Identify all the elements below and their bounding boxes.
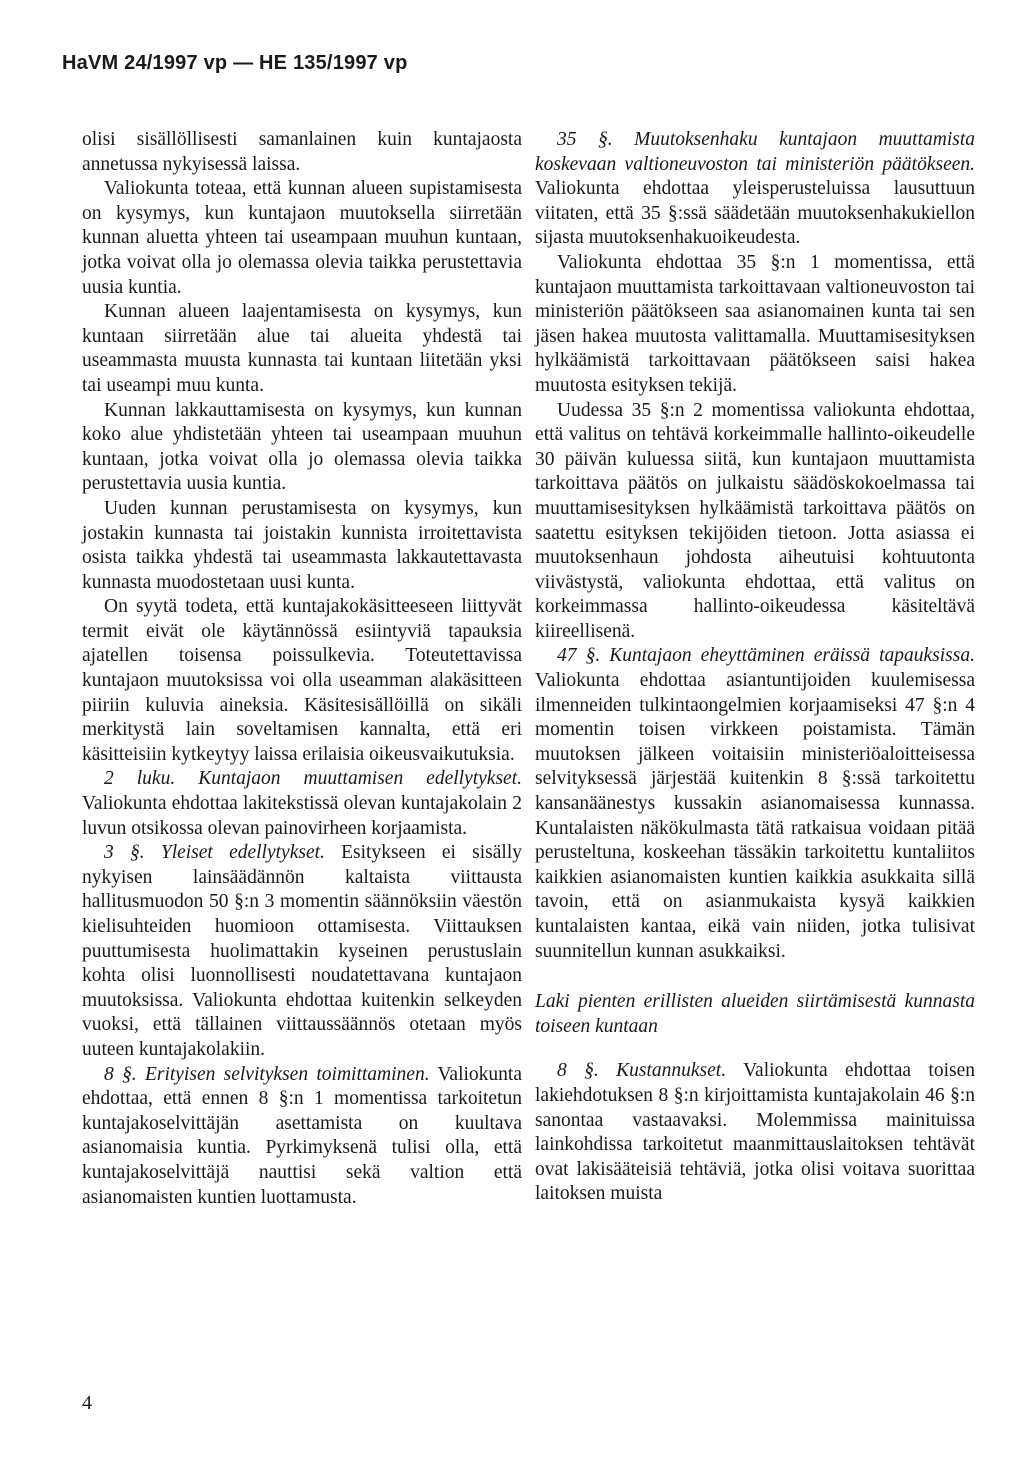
paragraph: Valiokunta toteaa, että kunnan alueen supistamisesta on kysymys, kun kuntajaon muutoksella siirretään kunnan aluetta yhteen tai useampaan muuhun kuntaan, jotka voivat olla jo olemassa olevia taikka perustettavia uusia kuntia. xyxy=(82,178,522,298)
paragraph xyxy=(535,128,975,251)
paragraph: Kunnan alueen laajentamisesta on kysymys, kun kuntaan siirretään alue tai alueita yhdestä tai useammasta muusta kunnasta tai kuntaan liitetään yksi tai useampi muu kunta. xyxy=(82,301,522,396)
paragraph: olisi sisällöllisesti samanlainen kuin kuntajaosta annetussa nykyisessä laissa. xyxy=(82,129,522,175)
paragraph: Uudessa 35 §:n 2 momentissa valiokunta ehdottaa, että valitus on tehtävä korkeimmalle hallinto-oikeudelle 30 päivän kuluessa siitä, kun kuntajaon muuttamista tarkoittava päätös on julkaistu säädöskokoelmassa tai muuttamisesityksen hylkäämistä tarkoittava päätös on saatettu esityksen tekijöiden tietoon. Jotta asiassa ei muutoksenhaun johdosta aiheutuisi kohtuutonta viivästystä, valiokunta ehdottaa, että valitus on korkeimmassa hallinto-oikeudessa käsiteltävä kiireellisenä. xyxy=(535,399,975,642)
paragraph: On syytä todeta, että kuntajakokäsitteeseen liittyvät termit eivät ole käytännössä esiintyviä tapauksia ajatellen toisensa poissulkevia. Toteutettavissa kuntajaon muutoksissa voi olla useamman alakäsitteen piiriin kuluvia aineksia. Käsitesisällöillä on sikäli merkitystä lain soveltamisen kannalta, että eri käsitteisiin kytkeytyy laissa erilaisia oikeusvaikutuksia. xyxy=(82,596,522,765)
paragraph-body: Valiokunta ehdottaa toisen lakiehdotuksen 8 §:n kirjoittamista kuntajakolain 46 §:n sanontaa vastaavaksi. Molemmissa mainituissa lainkohdissa tarkoitetut maanmittauslaitoksen tehtävät ovat lakisääteisiä tehtäviä, jotka olisi voitava suorittaa laitoksen muista xyxy=(535,1060,975,1205)
paragraph: Valiokunta ehdottaa 35 §:n 1 momentissa, että kuntajaon muuttamista tarkoittavaan valtioneuvoston tai ministeriön päätökseen saa asianomainen kunta tai sen jäsen hakea muutosta valittamalla. Muuttamisesityksen hylkäämistä tarkoittavaan päätökseen saisi hakea muutosta esityksen tekijä. xyxy=(535,251,975,396)
paragraph-body: Valiokunta ehdottaa yleisperusteluissa lausuttuun viitaten, että 35 §:ssä säädetään muutoksenhakukiellon sijasta muutoksenhakuoikeudesta. xyxy=(535,178,975,249)
paragraph-heading: 35 §. Muutoksenhaku kuntajaon muuttamista koskevaan valtioneuvoston tai ministeriön päätökseen. xyxy=(535,129,975,175)
section-heading: Laki pienten erillisten alueiden siirtämisestä kunnasta toiseen kuntaan xyxy=(535,991,975,1037)
paragraph-heading: 8 §. Erityisen selvityksen toimittaminen. xyxy=(104,1063,430,1085)
page-number: 4 xyxy=(82,1392,92,1414)
right-column xyxy=(535,128,975,1207)
paragraph-body: Valiokunta ehdottaa, että ennen 8 §:n 1 momentissa tarkoitetun kuntajakoselvittäjän asettamista on kuultava asianomaisia kuntia. Pyrkimyksenä tulisi olla, että kuntajakoselvittäjä nauttisi sekä valtion että asianomaisten kuntien luottamusta. xyxy=(82,1063,522,1208)
paragraph: Uuden kunnan perustamisesta on kysymys, kun jostakin kunnasta tai joistakin kunnista irroitettavista osista taikka yhdestä tai useammasta lakkautettavasta kunnasta muodostetaan uusi kunta. xyxy=(82,497,522,593)
paragraph-heading: 3 §. Yleiset edellytykset. xyxy=(104,842,325,864)
paragraph-heading: 47 §. Kuntajaon eheyttäminen eräissä tapauksissa. xyxy=(557,645,975,667)
left-column xyxy=(82,128,522,1210)
paragraph xyxy=(535,1059,975,1207)
paragraph xyxy=(82,841,522,1062)
paragraph xyxy=(535,644,975,964)
paragraph-body: Valiokunta ehdottaa lakitekstissä olevan kuntajakolain 2 luvun otsikossa olevan painovirheen korjaamista. xyxy=(82,793,522,839)
paragraph-body: Esitykseen ei sisälly nykyisen lainsäädännön kaltaista viittausta hallitusmuodon 50 §:n 3 momentin säännöksiin väestön kielisuhteiden huomioon ottamisesta. Viittauksen puuttumisesta huolimattakin kyseinen perustuslain kohta olisi luonnollisesti noudatettavana kuntajaon muutoksissa. Valiokunta ehdottaa kuitenkin selkeyden vuoksi, että tällainen viittaussäännös otetaan myös uuteen kuntajakolakiin. xyxy=(82,842,522,1060)
paragraph-body: Valiokunta ehdottaa asiantuntijoiden kuulemisessa ilmenneiden tulkintaongelmien korjaamiseksi 47 §:n 4 momentin toisen virkkeen poistamista. Tämän muutoksen jälkeen voitaisiin ministeriöaloitteisessa selvityksessä järjestää kuitenkin 8 §:ssä tarkoitettu kansanäänestys kussakin asianomaisessa kunnassa. Kuntalaisten näkökulmasta tätä ratkaisua voidaan pitää perusteltuna, koskeehan tässäkin tarkoitettu kuntaliitos kaikkien asianomaisten kuntien kaikkia asukkaita sillä tavoin, että on asianmukaista kysyä kaikkien kuntalaisten kantaa, eikä vain niiden, jotka tulisivat suunnitellun kunnan asukkaiksi. xyxy=(535,670,975,962)
page-header: HaVM 24/1997 vp — HE 135/1997 vp xyxy=(62,52,408,74)
paragraph: Kunnan lakkauttamisesta on kysymys, kun kunnan koko alue yhdistetään yhteen tai useampaan muuhun kuntaan, jotka voivat olla jo olemassa olevia taikka perustettavia uusia kuntia. xyxy=(82,399,522,495)
paragraph-heading: 2 luku. Kuntajaon muuttamisen edellytykset. xyxy=(104,768,522,790)
paragraph-heading: 8 §. Kustannukset. xyxy=(557,1060,727,1082)
paragraph xyxy=(82,1063,522,1211)
paragraph xyxy=(82,767,522,841)
